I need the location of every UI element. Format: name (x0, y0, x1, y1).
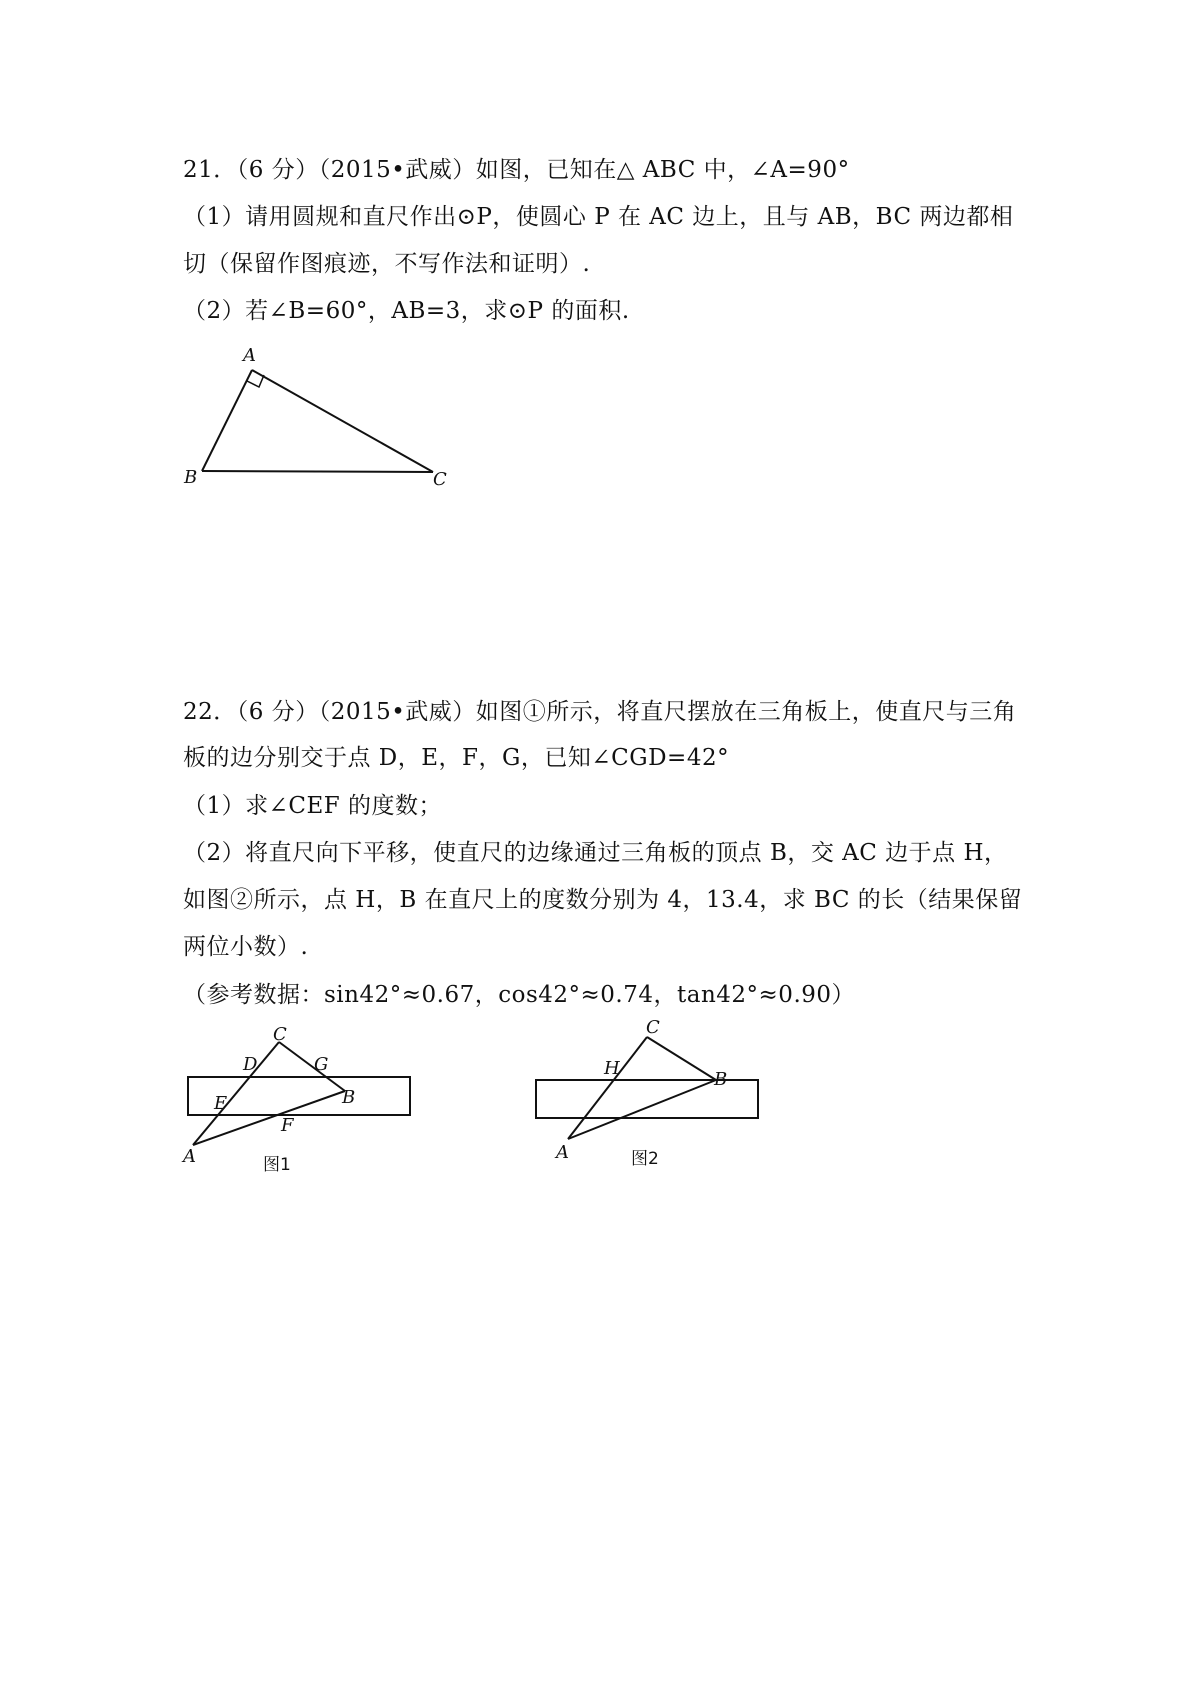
label-a: A (243, 345, 256, 366)
figure-1-caption: 图1 (263, 1155, 291, 1175)
label-a: A (183, 1146, 196, 1167)
q22-reference: （参考数据：sin42°≈0.67，cos42°≈0.74，tan42°≈0.90） (183, 982, 856, 1008)
side-ac (252, 370, 433, 472)
label-b: B (184, 467, 198, 488)
label-d: D (243, 1054, 258, 1075)
label-g: G (314, 1054, 329, 1075)
side-ab (202, 370, 252, 471)
side-bc (202, 471, 433, 472)
q22-part2-line3: 两位小数）. (183, 934, 309, 960)
label-b: B (342, 1087, 356, 1108)
q22-figure-1 (178, 1025, 418, 1175)
label-c: C (433, 469, 447, 490)
q21-part1-line2: 切（保留作图痕迹，不写作法和证明）. (183, 251, 591, 277)
label-b: B (714, 1069, 728, 1090)
q21-part1-line1: （1）请用圆规和直尺作出⊙P，使圆心 P 在 AC 边上，且与 AB，BC 两边都相 (183, 204, 1014, 230)
q22-figure-2 (525, 1015, 775, 1175)
label-e: E (214, 1093, 228, 1114)
q22-part2-line1: （2）将直尺向下平移，使直尺的边缘通过三角板的顶点 B，交 AC 边于点 H， (183, 840, 1008, 866)
label-a: A (556, 1142, 569, 1163)
q21-part2: （2）若∠B=60°，AB=3，求⊙P 的面积. (183, 298, 630, 324)
side-cb (647, 1037, 716, 1080)
label-f: F (281, 1115, 294, 1136)
triangle-abc (202, 370, 433, 472)
q22-part2-line2: 如图②所示，点 H，B 在直尺上的度数分别为 4，13.4，求 BC 的长（结果保留 (183, 887, 1023, 913)
q21-triangle-figure (175, 335, 465, 495)
q22-title-line1: 22．（6 分）（2015•武威）如图①所示，将直尺摆放在三角板上，使直尺与三角 (183, 699, 1017, 725)
label-c: C (273, 1025, 287, 1045)
label-h: H (604, 1058, 620, 1079)
q22-part1: （1）求∠CEF 的度数； (183, 793, 443, 819)
q21-title: 21．（6 分）（2015•武威）如图，已知在△ ABC 中，∠A=90° (183, 157, 850, 183)
label-c: C (646, 1017, 660, 1038)
q22-title-line2: 板的边分别交于点 D，E，F，G，已知∠CGD=42° (183, 745, 730, 771)
figure-2-caption: 图2 (631, 1149, 659, 1169)
